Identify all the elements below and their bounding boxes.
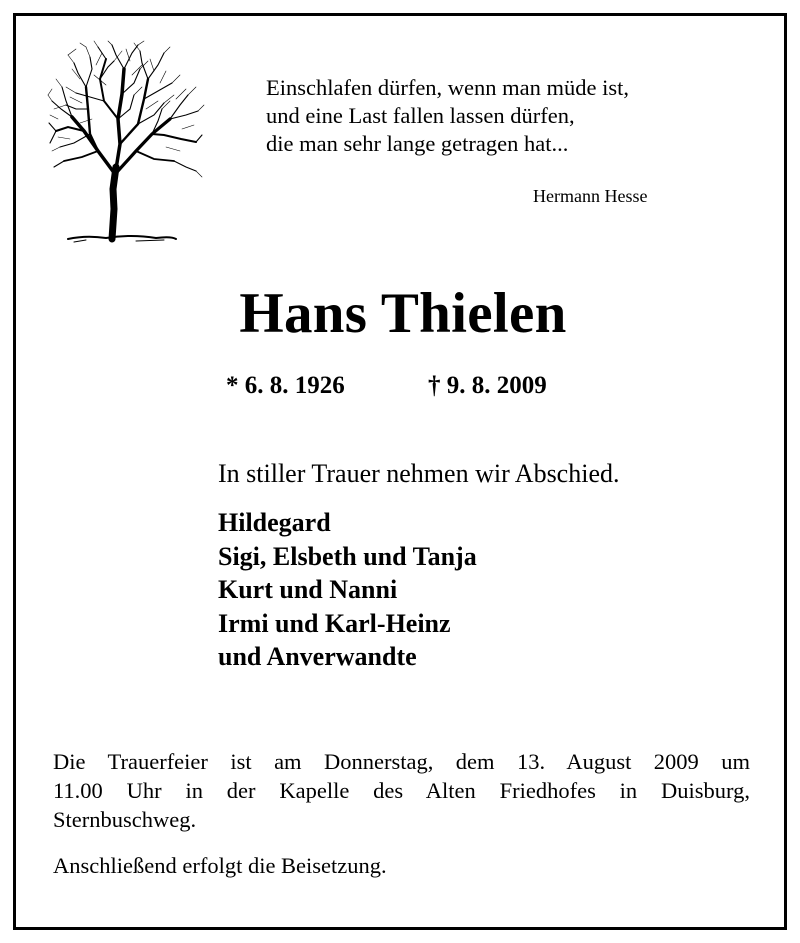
family-member: und Anverwandte (218, 642, 417, 672)
family-member: Sigi, Elsbeth und Tanja (218, 541, 477, 571)
tree-icon (46, 39, 206, 249)
quote-author: Hermann Hesse (533, 186, 648, 206)
obituary-notice (13, 13, 787, 930)
birth-date: * 6. 8. 1926 (226, 372, 345, 399)
family-member: Kurt und Nanni (218, 575, 398, 605)
quote (266, 74, 766, 158)
funeral-info (53, 747, 750, 834)
quote-line: Einschlafen dürfen, wenn man müde ist, (266, 75, 630, 100)
funeral-line: Die Trauerfeier ist am Donnerstag, dem 13. August 2009 um (53, 749, 750, 774)
funeral-line: 11.00 Uhr in der Kapelle des Alten Friedhofes in Duisburg, (53, 778, 750, 803)
burial-info: Anschließend erfolgt die Beisetzung. (53, 853, 387, 878)
mourning-text: In stiller Trauer nehmen wir Abschied. (218, 459, 620, 488)
deceased-name: Hans Thielen (239, 282, 567, 345)
family-list (218, 506, 477, 674)
quote-line: die man sehr lange getragen hat... (266, 131, 569, 156)
family-member: Irmi und Karl-Heinz (218, 608, 451, 638)
family-member: Hildegard (218, 508, 331, 537)
death-date: † 9. 8. 2009 (428, 372, 547, 399)
quote-line: und eine Last fallen lassen dürfen, (266, 103, 575, 128)
funeral-line: Sternbuschweg. (53, 807, 197, 832)
